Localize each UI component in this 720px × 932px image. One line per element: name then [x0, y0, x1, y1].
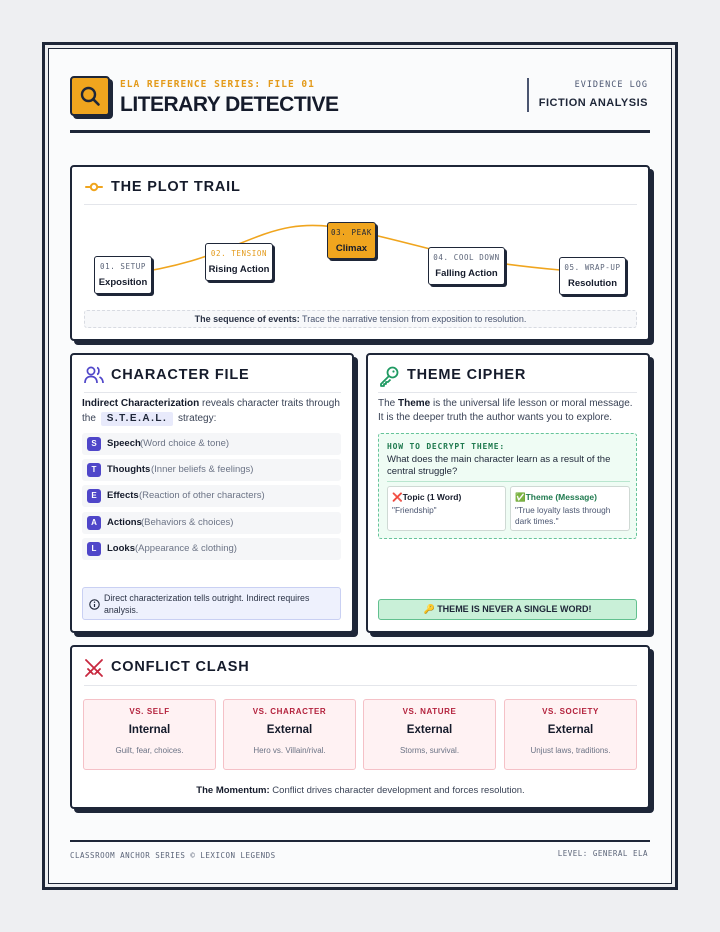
- plot-node-name: Exposition: [98, 277, 148, 288]
- theme-intro: [378, 397, 640, 425]
- theme-cipher-title: THEME CIPHER: [407, 367, 527, 383]
- topic-example: "Friendship": [392, 505, 437, 515]
- momentum-note: [84, 785, 637, 796]
- steal-desc: (Behaviors & choices): [141, 517, 234, 528]
- character-intro-text: reveals character traits through the: [82, 398, 340, 424]
- character-file-rule: [84, 392, 341, 393]
- key-icon: [378, 365, 400, 387]
- footer-rule: [70, 840, 650, 842]
- steal-desc: (Appearance & clothing): [135, 543, 237, 554]
- decrypt-heading: HOW TO DECRYPT THEME:: [387, 442, 505, 451]
- conflict-desc: Guilt, fear, choices.: [115, 746, 184, 755]
- steal-row-looks: [82, 538, 341, 560]
- steal-term: Actions: [107, 517, 142, 528]
- steal-letter-badge: S: [87, 437, 101, 451]
- steal-letter-badge: E: [87, 489, 101, 503]
- cross-mark-icon: ❌: [392, 492, 403, 502]
- plot-node-label: 04. COOL DOWN: [433, 253, 500, 262]
- plot-node-name: Falling Action: [435, 268, 498, 279]
- character-intro: [82, 397, 344, 426]
- topic-heading: [392, 492, 461, 503]
- page-title: LITERARY DETECTIVE: [120, 93, 339, 116]
- conflict-type: External: [547, 724, 594, 736]
- plot-node-rising-action: [205, 243, 273, 281]
- header-kicker: ELA REFERENCE SERIES: FILE 01: [120, 79, 315, 90]
- conflict-desc: Storms, survival.: [399, 746, 460, 755]
- topic-card: [387, 486, 506, 531]
- momentum-text: Conflict drives character development and forces resolution.: [269, 785, 525, 796]
- plot-node-falling-action: [428, 247, 505, 285]
- steal-chip: S.T.E.A.L.: [101, 412, 174, 427]
- users-icon: [84, 366, 104, 384]
- character-intro-end: strategy:: [175, 412, 217, 424]
- plot-caption-text: Trace the narrative tension from exposition to resolution.: [299, 314, 527, 324]
- conflict-label: VS. SOCIETY: [542, 707, 599, 716]
- topic-heading-text: Topic (1 Word): [402, 492, 462, 502]
- characterization-note-text: Direct characterization tells outright. Indirect requires analysis.: [104, 593, 310, 615]
- check-mark-icon: ✅: [515, 492, 526, 502]
- steal-desc: (Inner beliefs & feelings): [151, 464, 254, 475]
- theme-message-heading-text: Theme (Message): [525, 492, 597, 502]
- decrypt-divider: [387, 481, 630, 482]
- theme-message-example: "True loyalty lasts through dark times.": [515, 505, 611, 526]
- plot-node-label: 05. WRAP-UP: [564, 263, 621, 272]
- characterization-note: [82, 587, 341, 620]
- steal-term: Effects: [107, 490, 139, 501]
- plot-caption-bold: The sequence of events:: [194, 314, 300, 324]
- decrypt-theme-box: [378, 433, 637, 539]
- steal-letter-badge: L: [87, 542, 101, 556]
- plot-node-name: Climax: [335, 243, 368, 254]
- steal-desc: (Word choice & tone): [140, 438, 230, 449]
- character-intro-bold: Indirect Characterization: [82, 398, 200, 409]
- momentum-bold: The Momentum:: [196, 785, 270, 796]
- steal-letter-badge: T: [87, 463, 101, 477]
- theme-message-heading: [515, 492, 597, 503]
- info-icon: [89, 599, 100, 610]
- decrypt-question: What does the main character learn as a result of the central struggle?: [387, 454, 611, 477]
- theme-cipher-rule: [378, 392, 637, 393]
- conflict-clash-title: CONFLICT CLASH: [111, 659, 250, 675]
- plot-caption: [84, 310, 637, 328]
- steal-row-speech: [82, 433, 341, 455]
- conflict-card-society: [504, 699, 637, 770]
- conflict-label: VS. NATURE: [402, 707, 457, 716]
- steal-term: Speech: [107, 438, 141, 449]
- conflict-type: External: [266, 724, 313, 736]
- plot-node-label: 03. PEAK: [331, 228, 372, 237]
- plot-node-exposition: [94, 256, 152, 294]
- steal-term: Looks: [107, 543, 135, 554]
- theme-intro-bold: Theme: [398, 398, 431, 409]
- steal-row-effects: [82, 485, 341, 507]
- steal-row-thoughts: [82, 459, 341, 481]
- steal-letter-badge: A: [87, 516, 101, 530]
- steal-desc: (Reaction of other characters): [139, 490, 265, 501]
- plot-node-label: 02. TENSION: [210, 249, 268, 258]
- key-emoji-icon: 🔑: [423, 604, 435, 614]
- theme-warning-banner: [378, 599, 637, 620]
- theme-intro-pre: The: [378, 398, 399, 409]
- conflict-desc: Hero vs. Villain/rival.: [253, 746, 326, 755]
- conflict-type: Internal: [128, 724, 171, 736]
- plot-node-resolution: [559, 257, 626, 295]
- conflict-desc: Unjust laws, traditions.: [530, 746, 611, 755]
- theme-intro-text: is the universal life lesson or moral message. It is the deeper truth the author wants you to explore.: [378, 398, 633, 423]
- crossed-swords-icon: [84, 658, 104, 678]
- conflict-type: External: [406, 724, 453, 736]
- conflict-card-nature: [363, 699, 496, 770]
- conflict-label: VS. CHARACTER: [252, 707, 327, 716]
- plot-node-label: 01. SETUP: [99, 262, 147, 271]
- fiction-analysis-label: FICTION ANALYSIS: [538, 97, 648, 109]
- conflict-card-self: [83, 699, 216, 770]
- plot-node-name: Rising Action: [208, 264, 270, 275]
- conflict-clash-rule: [84, 685, 637, 686]
- footer-level: LEVEL: GENERAL ELA: [557, 849, 648, 858]
- footer-credit: CLASSROOM ANCHOR SERIES © LEXICON LEGENDS: [70, 851, 276, 860]
- conflict-card-character: [223, 699, 356, 770]
- theme-warning-text: THEME IS NEVER A SINGLE WORD!: [437, 604, 592, 614]
- plot-trail-title: THE PLOT TRAIL: [111, 179, 241, 195]
- conflict-label: VS. SELF: [129, 707, 170, 716]
- plot-node-name: Resolution: [567, 278, 618, 289]
- plot-node-climax: [327, 222, 376, 259]
- steal-term: Thoughts: [107, 464, 151, 475]
- steal-row-actions: [82, 512, 341, 534]
- theme-message-card: [510, 486, 630, 531]
- character-file-title: CHARACTER FILE: [111, 367, 250, 383]
- evidence-log-label: EVIDENCE LOG: [574, 80, 648, 90]
